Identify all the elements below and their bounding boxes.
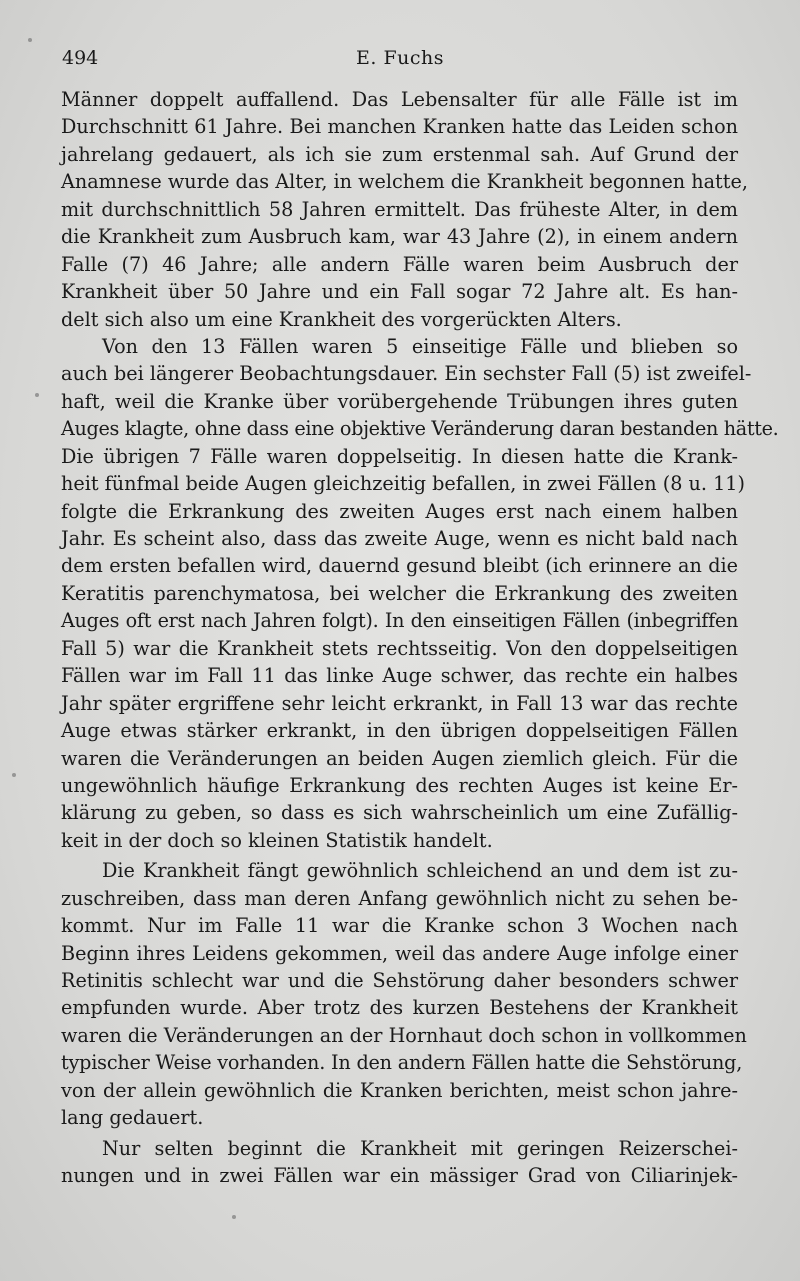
- text-line: Falle (7) 46 Jahre; alle andern Fälle waren beim Ausbruch der: [61, 252, 738, 276]
- text-line: dem ersten befallen wird, dauernd gesund bleibt (ich erinnere an die: [61, 554, 738, 578]
- body-text: [61, 86, 779, 1190]
- text-line: empfunden wurde. Aber trotz des kurzen Bestehens der Krankheit: [61, 996, 738, 1020]
- text-line: von der allein gewöhnlich die Kranken berichten, meist schon jahre-: [61, 1078, 738, 1102]
- print-speck: [28, 38, 32, 42]
- text-line: waren die Veränderungen an der Hornhaut doch schon in vollkommen: [61, 1023, 747, 1047]
- text-line: Anamnese wurde das Alter, in welchem die Krankheit begonnen hatte,: [61, 170, 748, 194]
- text-line: Die Krankheit fängt gewöhnlich schleichend an und dem ist zu-: [102, 859, 738, 883]
- text-line: folgte die Erkrankung des zweiten Auges erst nach einem halben: [61, 499, 738, 523]
- running-head: [62, 44, 738, 72]
- text-line: Fall 5) war die Krankheit stets rechtsseitig. Von den doppelseitigen: [61, 636, 738, 660]
- text-line: typischer Weise vorhanden. In den andern Fällen hatte die Sehstörung,: [61, 1051, 743, 1075]
- text-line: Krankheit über 50 Jahre und ein Fall sogar 72 Jahre alt. Es han-: [61, 280, 738, 304]
- text-line: heit fünfmal beide Augen gleichzeitig befallen, in zwei Fällen (8 u. 11): [61, 472, 745, 496]
- text-line: nungen und in zwei Fällen war ein mässiger Grad von Ciliarinjek-: [61, 1164, 738, 1188]
- text-line: mit durchschnittlich 58 Jahren ermittelt. Das früheste Alter, in dem: [61, 197, 738, 221]
- text-line: jahrelang gedauert, als ich sie zum erstenmal sah. Auf Grund der: [61, 142, 738, 166]
- print-speck: [35, 393, 39, 397]
- text-line: Auges klagte, ohne dass eine objektive Veränderung daran bestanden hätte.: [61, 417, 779, 441]
- text-line: delt sich also um eine Krankheit des vorgerückten Alters.: [61, 307, 622, 331]
- paragraph-2: [61, 333, 779, 854]
- text-line: waren die Veränderungen an beiden Augen ziemlich gleich. Für die: [61, 746, 738, 770]
- text-line: Retinitis schlecht war und die Sehstörung daher besonders schwer: [61, 969, 738, 992]
- text-line: Von den 13 Fällen waren 5 einseitige Fälle und blieben so: [102, 334, 738, 358]
- text-line: Jahr. Es scheint also, dass das zweite Auge, wenn es nicht bald nach: [61, 527, 738, 550]
- text-line: Keratitis parenchymatosa, bei welcher die Erkrankung des zweiten: [61, 581, 738, 605]
- text-line: Nur selten beginnt die Krankheit mit geringen Reizerschei-: [102, 1136, 738, 1160]
- page-number: 494: [62, 47, 99, 69]
- text-line: Auges oft erst nach Jahren folgt). In den einseitigen Fällen (inbegriffen: [61, 609, 738, 633]
- text-line: auch bei längerer Beobachtungsdauer. Ein sechster Fall (5) ist zweifel-: [61, 362, 752, 386]
- text-line: keit in der doch so kleinen Statistik handelt.: [61, 828, 493, 852]
- text-line: Männer doppelt auffallend. Das Lebensalter für alle Fälle ist im: [61, 88, 738, 111]
- text-line: Fällen war im Fall 11 das linke Auge schwer, das rechte ein halbes: [61, 664, 738, 688]
- print-speck: [12, 773, 16, 777]
- text-line: Auge etwas stärker erkrankt, in den übrigen doppelseitigen Fällen: [61, 719, 738, 743]
- text-line: Durchschnitt 61 Jahre. Bei manchen Kranken hatte das Leiden schon: [61, 115, 738, 139]
- text-line: klärung zu geben, so dass es sich wahrscheinlich um eine Zufällig-: [61, 801, 738, 825]
- paragraph-4: [61, 1135, 738, 1190]
- text-line: haft, weil die Kranke über vorübergehende Trübungen ihres guten: [61, 389, 738, 413]
- text-line: die Krankheit zum Ausbruch kam, war 43 Jahre (2), in einem andern: [61, 225, 738, 249]
- print-speck: [232, 1215, 236, 1219]
- text-line: kommt. Nur im Falle 11 war die Kranke schon 3 Wochen nach: [61, 914, 738, 938]
- running-title: E. Fuchs: [356, 47, 444, 69]
- text-line: zuschreiben, dass man deren Anfang gewöhnlich nicht zu sehen be-: [61, 886, 738, 910]
- text-line: lang gedauert.: [61, 1106, 204, 1130]
- text-line: Beginn ihres Leidens gekommen, weil das andere Auge infolge einer: [61, 941, 738, 965]
- text-line: Jahr später ergriffene sehr leicht erkrankt, in Fall 13 war das rechte: [61, 691, 738, 715]
- paragraph-3: [61, 857, 747, 1131]
- paragraph-1: [61, 86, 748, 333]
- text-line: Die übrigen 7 Fälle waren doppelseitig. In diesen hatte die Krank-: [61, 444, 738, 468]
- text-line: ungewöhnlich häufige Erkrankung des rechten Auges ist keine Er-: [61, 773, 738, 797]
